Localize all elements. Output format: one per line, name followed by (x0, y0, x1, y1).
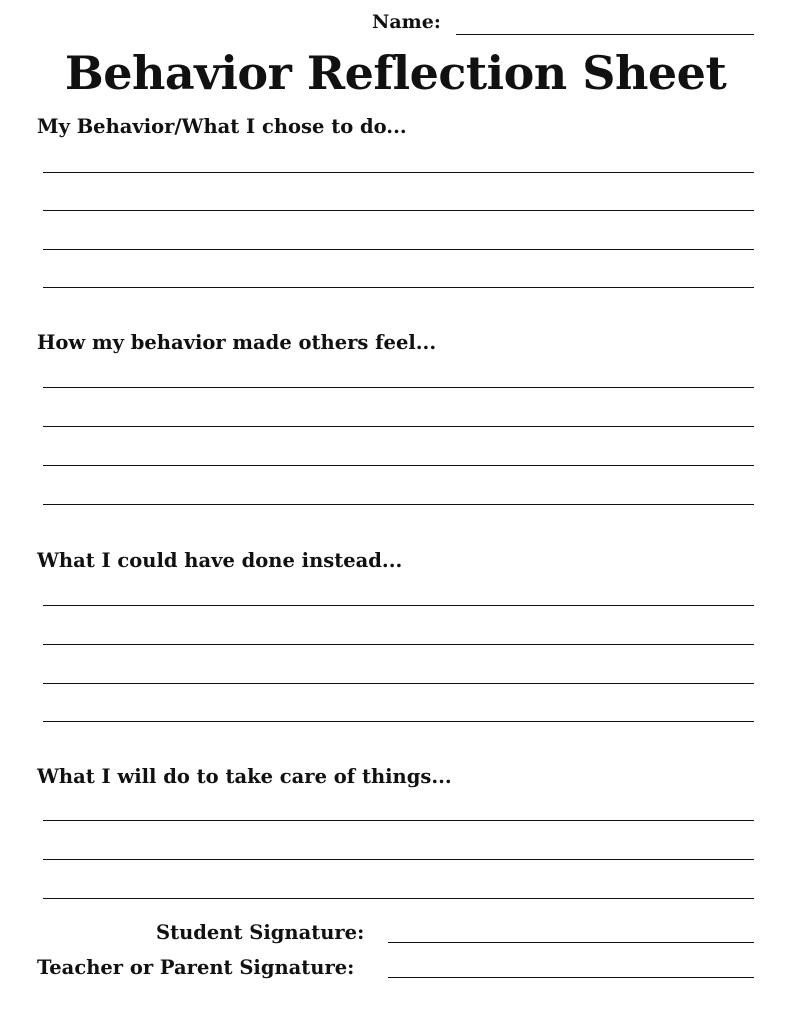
student-signature-label: Student Signature: (156, 921, 365, 944)
teacher-parent-signature-line[interactable] (388, 977, 754, 978)
answer-line[interactable] (43, 820, 754, 821)
teacher-parent-signature-label: Teacher or Parent Signature: (37, 956, 355, 979)
section-heading-take-care: What I will do to take care of things... (37, 765, 452, 788)
answer-line[interactable] (43, 898, 754, 899)
section-heading-others-feel: How my behavior made others feel... (37, 331, 437, 354)
answer-line[interactable] (43, 426, 754, 427)
name-field-line[interactable] (456, 34, 754, 35)
section-heading-my-behavior: My Behavior/What I chose to do... (37, 115, 407, 138)
student-signature-line[interactable] (388, 942, 754, 943)
answer-line[interactable] (43, 465, 754, 466)
answer-line[interactable] (43, 721, 754, 722)
section-heading-done-instead: What I could have done instead... (37, 549, 403, 572)
answer-line[interactable] (43, 387, 754, 388)
page-title: Behavior Reflection Sheet (64, 46, 727, 100)
answer-line[interactable] (43, 172, 754, 173)
answer-line[interactable] (43, 504, 754, 505)
answer-line[interactable] (43, 605, 754, 606)
answer-line[interactable] (43, 287, 754, 288)
answer-line[interactable] (43, 210, 754, 211)
name-label: Name: (372, 11, 441, 33)
answer-line[interactable] (43, 644, 754, 645)
answer-line[interactable] (43, 859, 754, 860)
answer-line[interactable] (43, 683, 754, 684)
answer-line[interactable] (43, 249, 754, 250)
